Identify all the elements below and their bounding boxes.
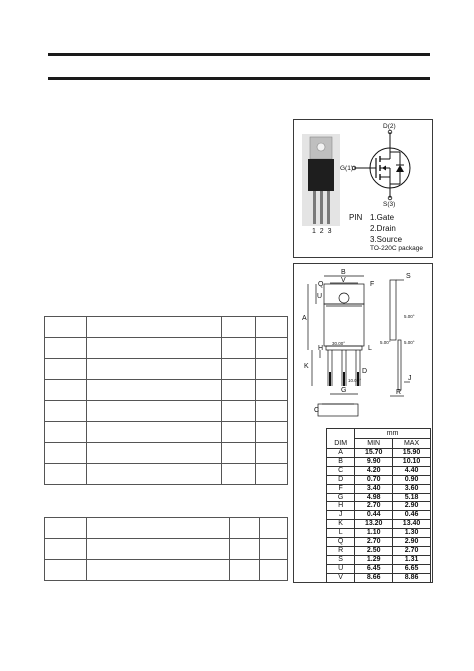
dim-min: 2.50 — [355, 546, 393, 555]
dim-letter: A — [327, 449, 355, 458]
pin-heading: PIN — [349, 213, 363, 222]
table-cell — [230, 539, 260, 560]
dim-max: 6.65 — [393, 564, 431, 573]
table-cell — [45, 422, 87, 443]
table-cell — [222, 401, 256, 422]
table-cell — [86, 338, 221, 359]
dim-letter: U — [327, 564, 355, 573]
outline-letter-q: Q — [318, 281, 324, 288]
pin-3: 3.Source — [370, 235, 403, 244]
table-cell — [86, 422, 221, 443]
table-cell — [45, 560, 87, 581]
angle-label-2: 5.00° — [404, 314, 415, 319]
table-cell — [45, 401, 87, 422]
outline-letter-h: H — [318, 345, 324, 352]
header-rule-top — [48, 53, 430, 56]
dim-max: 4.40 — [393, 466, 431, 475]
dim-corner — [327, 429, 355, 439]
outline-letter-b: B — [341, 269, 346, 276]
table-cell — [260, 560, 288, 581]
dim-min: 13.20 — [355, 520, 393, 529]
table-row — [45, 539, 288, 560]
mosfet-symbol — [346, 122, 432, 206]
dim-max: 15.90 — [393, 449, 431, 458]
table-row — [45, 401, 288, 422]
table-row — [45, 359, 288, 380]
max-header: MAX — [393, 439, 431, 449]
table-cell — [86, 380, 221, 401]
table-cell — [45, 539, 87, 560]
outline-drawing — [300, 266, 425, 426]
transistor-photo — [302, 134, 340, 238]
table-cell — [256, 380, 288, 401]
dim-letter: V — [327, 573, 355, 582]
table-row — [45, 338, 288, 359]
table-cell — [86, 539, 229, 560]
table-row — [45, 560, 288, 581]
dim-row — [327, 511, 431, 520]
dim-min: 15.70 — [355, 449, 393, 458]
dim-letter: B — [327, 457, 355, 466]
table-cell — [230, 518, 260, 539]
table-row — [45, 464, 288, 485]
table-cell — [222, 443, 256, 464]
table-cell — [256, 401, 288, 422]
table-cell — [256, 443, 288, 464]
table-cell — [222, 359, 256, 380]
source-label: S(3) — [383, 201, 396, 208]
table-cell — [256, 464, 288, 485]
gate-label: G(1) — [340, 165, 353, 172]
outline-letter-v: V — [341, 277, 346, 284]
dim-row — [327, 502, 431, 511]
drain-label: D(2) — [383, 123, 396, 130]
dim-row — [327, 538, 431, 547]
table-cell — [86, 317, 221, 338]
table-cell — [45, 359, 87, 380]
table-cell — [222, 380, 256, 401]
table-cell — [86, 359, 221, 380]
outline-letter-k: K — [304, 363, 309, 370]
dim-max: 1.30 — [393, 529, 431, 538]
table-cell — [222, 464, 256, 485]
outline-letter-u: U — [317, 293, 323, 300]
table-cell — [256, 338, 288, 359]
photo-pin-numbers: 1 2 3 — [312, 228, 332, 235]
dim-letter: J — [327, 511, 355, 520]
dim-row — [327, 449, 431, 458]
dim-row — [327, 546, 431, 555]
dim-max: 0.46 — [393, 511, 431, 520]
dim-letter: S — [327, 555, 355, 564]
table-cell — [256, 317, 288, 338]
table-row — [45, 380, 288, 401]
outline-letter-j: J — [408, 375, 412, 382]
dim-min: 8.66 — [355, 573, 393, 582]
dim-letter: F — [327, 484, 355, 493]
outline-letter-a: A — [302, 315, 307, 322]
table-cell — [86, 401, 221, 422]
dim-max: 2.90 — [393, 538, 431, 547]
dim-max: 2.90 — [393, 502, 431, 511]
table-row — [45, 443, 288, 464]
table-cell — [45, 518, 87, 539]
dim-max: 13.40 — [393, 520, 431, 529]
pin-2: 2.Drain — [370, 224, 396, 233]
angle-label-4: 5.00° — [404, 340, 415, 345]
table-cell — [222, 338, 256, 359]
header-rule-bottom — [48, 77, 430, 80]
min-header: MIN — [355, 439, 393, 449]
dim-min: 4.98 — [355, 493, 393, 502]
outline-letter-d: D — [362, 368, 368, 375]
dim-min: 1.29 — [355, 555, 393, 564]
dim-max: 2.70 — [393, 546, 431, 555]
table-cell — [230, 560, 260, 581]
dim-min: 2.70 — [355, 502, 393, 511]
pin-1: 1.Gate — [370, 213, 395, 222]
dim-min: 0.44 — [355, 511, 393, 520]
table-cell — [260, 539, 288, 560]
dim-letter: K — [327, 520, 355, 529]
table-row — [45, 422, 288, 443]
outline-letter-g: G — [341, 387, 347, 394]
dim-min: 3.40 — [355, 484, 393, 493]
outline-letter-f: F — [370, 281, 375, 288]
dim-max: 8.86 — [393, 573, 431, 582]
dim-row — [327, 484, 431, 493]
dim-letter: D — [327, 475, 355, 484]
table-cell — [45, 338, 87, 359]
table-cell — [86, 518, 229, 539]
unit-header: mm — [355, 429, 431, 439]
dim-letter: Q — [327, 538, 355, 547]
dim-min: 0.70 — [355, 475, 393, 484]
table-cell — [45, 317, 87, 338]
dim-min: 4.20 — [355, 466, 393, 475]
table-cell — [256, 359, 288, 380]
dim-min: 6.45 — [355, 564, 393, 573]
table-cell — [256, 422, 288, 443]
dim-max: 1.31 — [393, 555, 431, 564]
table-cell — [260, 518, 288, 539]
angle-label-1: 30.00° — [332, 341, 346, 346]
dim-min: 2.70 — [355, 538, 393, 547]
table-cell — [45, 443, 87, 464]
dim-max: 0.90 — [393, 475, 431, 484]
table-row — [45, 317, 288, 338]
dim-header: DIM — [327, 439, 355, 449]
dim-row — [327, 466, 431, 475]
pinout-panel — [293, 119, 433, 258]
table-cell — [86, 443, 221, 464]
table-row — [45, 518, 288, 539]
angle-label-5: 10.00° — [348, 378, 362, 383]
dim-letter: G — [327, 493, 355, 502]
outline-letter-l: L — [368, 345, 372, 352]
dim-min: 9.90 — [355, 457, 393, 466]
outline-letter-c: C — [314, 407, 320, 414]
table-cell — [86, 560, 229, 581]
outline-letter-s: S — [406, 273, 411, 280]
dim-letter: L — [327, 529, 355, 538]
dim-row — [327, 564, 431, 573]
dim-row — [327, 555, 431, 564]
table-cell — [222, 317, 256, 338]
package-label: TO-220C package — [370, 245, 423, 252]
dim-row — [327, 529, 431, 538]
ratings-table-upper — [44, 316, 288, 485]
dim-row — [327, 475, 431, 484]
dim-row — [327, 457, 431, 466]
dim-min: 1.10 — [355, 529, 393, 538]
table-cell — [45, 464, 87, 485]
dim-letter: H — [327, 502, 355, 511]
dim-row — [327, 573, 431, 582]
angle-label-3: 5.00° — [380, 340, 391, 345]
dim-row — [327, 520, 431, 529]
dim-letter: R — [327, 546, 355, 555]
dim-max: 5.18 — [393, 493, 431, 502]
outline-letter-r: R — [396, 389, 402, 396]
dimensions-table — [326, 428, 431, 583]
ratings-table-lower — [44, 517, 288, 581]
dim-max: 10.10 — [393, 457, 431, 466]
table-cell — [45, 380, 87, 401]
table-cell — [222, 422, 256, 443]
dim-letter: C — [327, 466, 355, 475]
dim-row — [327, 493, 431, 502]
dim-max: 3.60 — [393, 484, 431, 493]
table-cell — [86, 464, 221, 485]
